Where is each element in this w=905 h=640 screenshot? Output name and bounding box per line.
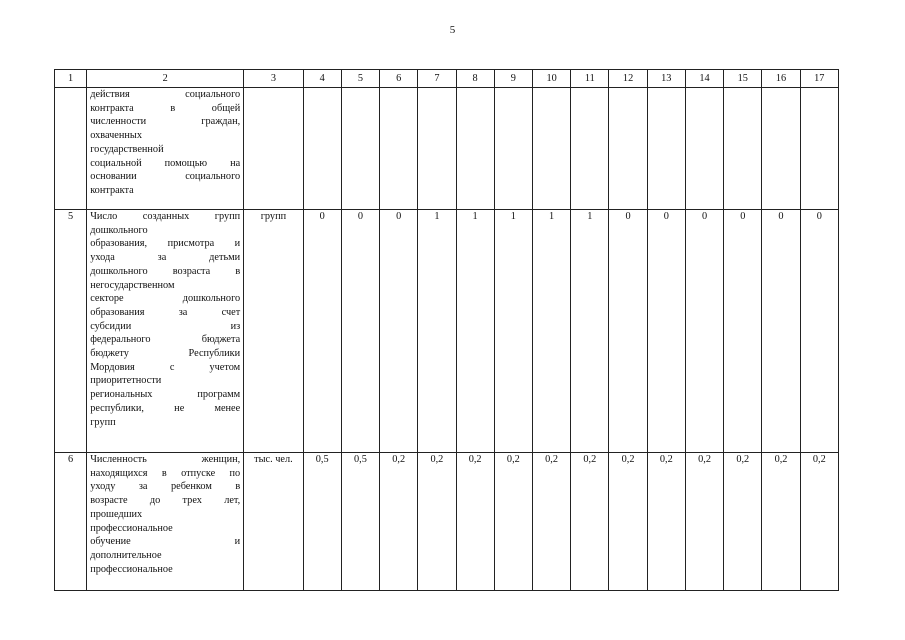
unit-cell: тыс. чел. bbox=[244, 453, 303, 591]
description-line: региональных программ bbox=[90, 389, 241, 401]
page-number: 5 bbox=[449, 24, 456, 36]
value-cell bbox=[418, 88, 456, 210]
value-cell bbox=[380, 88, 418, 210]
column-header: 8 bbox=[456, 70, 494, 88]
value-cell: 0 bbox=[762, 210, 800, 453]
value-cell: 0,2 bbox=[609, 453, 647, 591]
value-cell bbox=[571, 88, 609, 210]
description-line: федерального бюджета bbox=[90, 334, 241, 346]
column-header: 7 bbox=[418, 70, 456, 88]
description-line: контракта bbox=[90, 184, 134, 196]
value-cell: 0 bbox=[724, 210, 762, 453]
value-cell bbox=[724, 88, 762, 210]
indicators-table bbox=[54, 69, 839, 591]
table-row bbox=[55, 210, 839, 453]
value-cell: 0,2 bbox=[800, 453, 838, 591]
value-cell: 1 bbox=[418, 210, 456, 453]
value-cell: 0,2 bbox=[494, 453, 532, 591]
value-cell: 0 bbox=[647, 210, 685, 453]
value-cell: 0,2 bbox=[685, 453, 723, 591]
description-line: социальной помощью на bbox=[90, 157, 241, 169]
description-line: секторе дошкольного bbox=[90, 293, 241, 305]
description-line: профессиональное bbox=[90, 522, 173, 534]
unit-cell: групп bbox=[244, 210, 303, 453]
value-cell: 0 bbox=[685, 210, 723, 453]
description-line: действия социального bbox=[90, 89, 241, 100]
description-line: Число созданных групп bbox=[90, 211, 241, 222]
description-line: уходу за ребенком в bbox=[90, 481, 241, 493]
description-line: бюджету Республики bbox=[90, 348, 241, 360]
description-line: Мордовия с учетом bbox=[90, 361, 241, 373]
value-cell: 1 bbox=[532, 210, 570, 453]
column-header: 14 bbox=[685, 70, 723, 88]
value-cell bbox=[456, 88, 494, 210]
value-cell bbox=[532, 88, 570, 210]
description-line: образования, присмотра и bbox=[90, 238, 241, 250]
description-line: прошедших bbox=[90, 508, 143, 520]
value-cell: 0,2 bbox=[647, 453, 685, 591]
value-cell: 0,2 bbox=[724, 453, 762, 591]
column-header: 16 bbox=[762, 70, 800, 88]
value-cell bbox=[341, 88, 379, 210]
description-line: обучение и bbox=[90, 536, 241, 548]
description-line: групп bbox=[90, 416, 116, 428]
column-header: 6 bbox=[380, 70, 418, 88]
unit-cell bbox=[244, 88, 303, 210]
value-cell bbox=[685, 88, 723, 210]
indicator-description-cell bbox=[87, 88, 244, 210]
description-line: Численность женщин, bbox=[90, 454, 241, 465]
description-line: находящихся в отпуске по bbox=[90, 467, 241, 479]
value-cell bbox=[494, 88, 532, 210]
description-line: дошкольного возраста в bbox=[90, 265, 241, 277]
value-cell: 0,2 bbox=[532, 453, 570, 591]
indicator-description-cell bbox=[87, 210, 244, 453]
table-row bbox=[55, 453, 839, 591]
column-header: 10 bbox=[532, 70, 570, 88]
description-line: приоритетности bbox=[90, 375, 162, 387]
description-line: республики, не менее bbox=[90, 402, 241, 414]
value-cell bbox=[609, 88, 647, 210]
column-header: 11 bbox=[571, 70, 609, 88]
description-line: дополнительное bbox=[90, 549, 162, 561]
value-cell bbox=[762, 88, 800, 210]
value-cell bbox=[303, 88, 341, 210]
description-line: возрасте до трех лет, bbox=[90, 495, 241, 507]
value-cell: 0,2 bbox=[762, 453, 800, 591]
value-cell: 0 bbox=[800, 210, 838, 453]
value-cell: 0 bbox=[609, 210, 647, 453]
value-cell: 0 bbox=[303, 210, 341, 453]
value-cell bbox=[800, 88, 838, 210]
column-header: 4 bbox=[303, 70, 341, 88]
column-header: 15 bbox=[724, 70, 762, 88]
description-line: образования за счет bbox=[90, 306, 241, 318]
column-header: 13 bbox=[647, 70, 685, 88]
row-number-cell: 5 bbox=[55, 210, 87, 453]
column-header: 12 bbox=[609, 70, 647, 88]
value-cell: 0 bbox=[341, 210, 379, 453]
column-header: 2 bbox=[87, 70, 244, 88]
value-cell: 0 bbox=[380, 210, 418, 453]
value-cell: 1 bbox=[494, 210, 532, 453]
value-cell: 1 bbox=[571, 210, 609, 453]
value-cell: 0,2 bbox=[380, 453, 418, 591]
column-header: 5 bbox=[341, 70, 379, 88]
description-line: основании социального bbox=[90, 171, 241, 183]
table-row bbox=[55, 88, 839, 210]
value-cell: 0,5 bbox=[303, 453, 341, 591]
description-line: ухода за детьми bbox=[90, 252, 241, 264]
description-line: численности граждан, bbox=[90, 116, 241, 128]
row-number-cell bbox=[55, 88, 87, 210]
value-cell bbox=[647, 88, 685, 210]
column-header: 1 bbox=[55, 70, 87, 88]
description-line: дошкольного bbox=[90, 224, 148, 236]
indicator-description-cell bbox=[87, 453, 244, 591]
description-line: негосударственном bbox=[90, 279, 175, 291]
value-cell: 1 bbox=[456, 210, 494, 453]
row-number-cell: 6 bbox=[55, 453, 87, 591]
column-header: 17 bbox=[800, 70, 838, 88]
value-cell: 0,2 bbox=[456, 453, 494, 591]
description-line: охваченных bbox=[90, 130, 142, 142]
value-cell: 0,2 bbox=[418, 453, 456, 591]
value-cell: 0,5 bbox=[341, 453, 379, 591]
description-line: профессиональное bbox=[90, 563, 173, 575]
description-line: контракта в общей bbox=[90, 102, 241, 114]
description-line: субсидии из bbox=[90, 320, 241, 332]
header-row bbox=[55, 70, 839, 88]
value-cell: 0,2 bbox=[571, 453, 609, 591]
column-header: 3 bbox=[244, 70, 303, 88]
description-line: государственной bbox=[90, 143, 164, 155]
column-header: 9 bbox=[494, 70, 532, 88]
